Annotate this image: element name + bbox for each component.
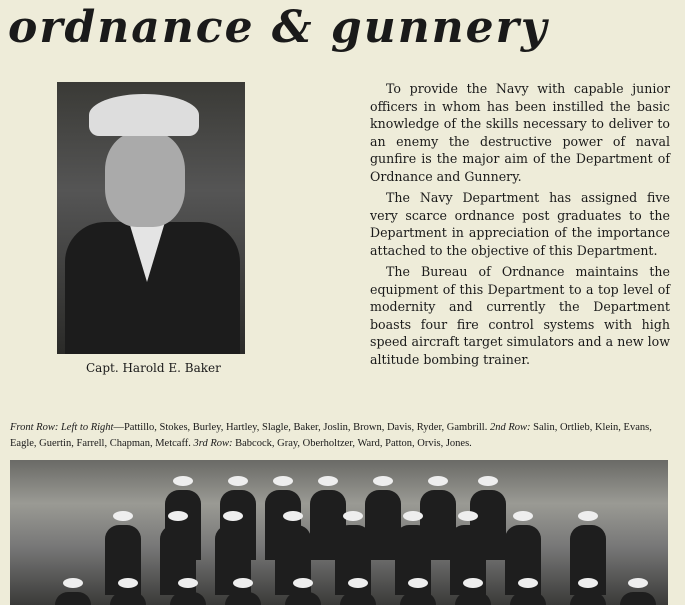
group-photo-caption	[10, 420, 675, 452]
portrait-face	[105, 132, 185, 227]
officer-figure	[170, 592, 206, 605]
front-row-label: Front Row:	[10, 422, 59, 433]
paragraph: To provide the Navy with capable junior officers in whom has been instilled the basic knowledge of the skills necessary to deliver to an enemy the destructive power of naval gunfire is the major aim of the Department of Ordnance and Gunnery.	[370, 81, 670, 184]
paragraph: The Bureau of Ordnance maintains the equipment of this Department to a top level of modernity and currently the Department boasts four fire control systems with high speed aircraft target simulators and a new low altitude bombing trainer.	[370, 264, 670, 367]
third-row-label: 3rd Row:	[193, 438, 233, 449]
group-photo	[10, 460, 668, 605]
officer-figure	[110, 592, 146, 605]
second-row-names: Salin, Ortlieb, Klein, Evans, Eagle, Guertin, Farrell, Chapman, Metcaff.	[10, 422, 652, 449]
officer-figure	[400, 592, 436, 605]
portrait-caption: Capt. Harold E. Baker	[86, 361, 221, 375]
portrait-photo	[57, 82, 245, 354]
officer-figure	[340, 592, 376, 605]
second-row-label: 2nd Row:	[489, 422, 531, 433]
officer-figure	[455, 592, 491, 605]
page-title: ordnance & gunnery	[8, 2, 549, 53]
front-row-names: —Pattillo, Stokes, Burley, Hartley, Slagle, Baker, Joslin, Brown, Davis, Ryder, Gambrill.	[113, 422, 488, 433]
portrait-cap	[89, 94, 199, 136]
officer-figure	[55, 592, 91, 605]
body-text	[370, 80, 670, 372]
paragraph: The Navy Department has assigned five very scarce ordnance post graduates to the Department in appreciation of the importance attached to the objective of this Department.	[370, 190, 670, 258]
third-row-names: Babcock, Gray, Oberholtzer, Ward, Patton, Orvis, Jones.	[235, 438, 472, 449]
officer-figure	[620, 592, 656, 605]
front-row-direction: Left to Right	[60, 422, 114, 433]
officer-figure	[570, 592, 606, 605]
officer-figure	[225, 592, 261, 605]
officer-figure	[510, 592, 546, 605]
officer-figure	[285, 592, 321, 605]
